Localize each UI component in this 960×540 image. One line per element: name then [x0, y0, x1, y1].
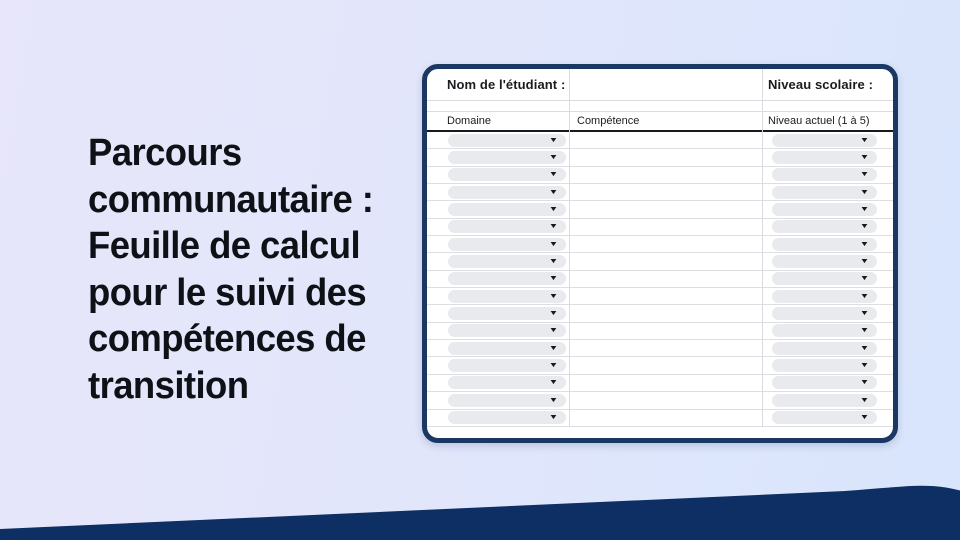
page-title-line: communautaire : [88, 178, 374, 221]
spreadsheet [427, 69, 893, 438]
domaine-select[interactable] [448, 186, 566, 199]
dropdown-arrow-icon: ▼ [859, 344, 870, 352]
domaine-select[interactable] [448, 220, 566, 233]
niveau-cell [762, 324, 893, 337]
table-row [427, 132, 893, 149]
domaine-cell [427, 168, 569, 181]
dropdown-arrow-icon: ▼ [548, 240, 559, 248]
niveau-select[interactable] [772, 203, 877, 216]
niveau-cell [762, 307, 893, 320]
niveau-select[interactable] [772, 342, 877, 355]
niveau-cell [762, 272, 893, 285]
domaine-cell [427, 359, 569, 372]
domaine-cell [427, 238, 569, 251]
domaine-cell [427, 186, 569, 199]
dropdown-arrow-icon: ▼ [548, 379, 559, 387]
dropdown-arrow-icon: ▼ [859, 292, 870, 300]
domaine-select[interactable] [448, 411, 566, 424]
student-name-label: Nom de l'étudiant : [447, 77, 566, 92]
niveau-select[interactable] [772, 168, 877, 181]
dropdown-arrow-icon: ▼ [859, 240, 870, 248]
domaine-cell [427, 411, 569, 424]
domaine-select[interactable] [448, 203, 566, 216]
niveau-cell [762, 290, 893, 303]
table-row [427, 149, 893, 166]
niveau-cell [762, 411, 893, 424]
niveau-select[interactable] [772, 359, 877, 372]
dropdown-arrow-icon: ▼ [548, 136, 559, 144]
dropdown-arrow-icon: ▼ [548, 258, 559, 266]
dropdown-arrow-icon: ▼ [548, 275, 559, 283]
domaine-cell [427, 134, 569, 147]
dropdown-arrow-icon: ▼ [859, 396, 870, 404]
niveau-select[interactable] [772, 324, 877, 337]
dropdown-arrow-icon: ▼ [548, 171, 559, 179]
table-row [427, 201, 893, 218]
domaine-cell [427, 255, 569, 268]
niveau-select[interactable] [772, 376, 877, 389]
table-row [427, 253, 893, 270]
domaine-select[interactable] [448, 359, 566, 372]
niveau-cell [762, 220, 893, 233]
domaine-cell [427, 290, 569, 303]
niveau-cell [762, 255, 893, 268]
dropdown-arrow-icon: ▼ [548, 292, 559, 300]
dropdown-arrow-icon: ▼ [548, 327, 559, 335]
domaine-cell [427, 272, 569, 285]
niveau-cell [762, 342, 893, 355]
niveau-cell [762, 376, 893, 389]
grade-level-label: Niveau scolaire : [768, 77, 874, 92]
dropdown-arrow-icon: ▼ [859, 362, 870, 370]
domaine-select[interactable] [448, 290, 566, 303]
niveau-select[interactable] [772, 134, 877, 147]
page-title-line: pour le suivi des [88, 271, 367, 314]
table-row [427, 392, 893, 409]
dropdown-arrow-icon: ▼ [859, 327, 870, 335]
table-row [427, 219, 893, 236]
niveau-cell [762, 203, 893, 216]
niveau-select[interactable] [772, 290, 877, 303]
table-row [427, 184, 893, 201]
table-row [427, 323, 893, 340]
worksheet-card [422, 64, 898, 443]
dropdown-arrow-icon: ▼ [859, 258, 870, 266]
niveau-cell [762, 186, 893, 199]
dropdown-arrow-icon: ▼ [859, 154, 870, 162]
niveau-select[interactable] [772, 394, 877, 407]
domaine-cell [427, 342, 569, 355]
domaine-cell [427, 394, 569, 407]
dropdown-arrow-icon: ▼ [548, 396, 559, 404]
dropdown-arrow-icon: ▼ [548, 414, 559, 422]
dropdown-arrow-icon: ▼ [859, 275, 870, 283]
niveau-cell [762, 168, 893, 181]
table-row [427, 288, 893, 305]
dropdown-arrow-icon: ▼ [859, 206, 870, 214]
domaine-select[interactable] [448, 168, 566, 181]
dropdown-arrow-icon: ▼ [859, 171, 870, 179]
dropdown-arrow-icon: ▼ [859, 414, 870, 422]
domaine-select[interactable] [448, 307, 566, 320]
column-divider [762, 69, 763, 427]
dropdown-arrow-icon: ▼ [548, 223, 559, 231]
dropdown-arrow-icon: ▼ [548, 188, 559, 196]
table-row [427, 375, 893, 392]
column-header-niveau: Niveau actuel (1 à 5) [768, 115, 870, 127]
table-row [427, 410, 893, 427]
page-title-line: Parcours [88, 132, 242, 174]
domaine-select[interactable] [448, 238, 566, 251]
niveau-cell [762, 134, 893, 147]
page-title [88, 130, 373, 409]
column-header-competence: Compétence [577, 115, 640, 127]
niveau-select[interactable] [772, 255, 877, 268]
niveau-select[interactable] [772, 151, 877, 164]
domaine-select[interactable] [448, 255, 566, 268]
niveau-select[interactable] [772, 186, 877, 199]
niveau-select[interactable] [772, 411, 877, 424]
column-header-row [427, 112, 893, 132]
table-row [427, 167, 893, 184]
dropdown-arrow-icon: ▼ [859, 223, 870, 231]
niveau-select[interactable] [772, 220, 877, 233]
spacer-row [427, 101, 893, 112]
domaine-cell [427, 220, 569, 233]
domaine-cell [427, 324, 569, 337]
column-header-domaine: Domaine [447, 115, 492, 127]
dropdown-arrow-icon: ▼ [548, 206, 559, 214]
domaine-cell [427, 151, 569, 164]
domaine-select[interactable] [448, 324, 566, 337]
niveau-select[interactable] [772, 272, 877, 285]
table-row [427, 305, 893, 322]
table-row [427, 271, 893, 288]
domaine-select[interactable] [448, 394, 566, 407]
domaine-select[interactable] [448, 342, 566, 355]
dropdown-arrow-icon: ▼ [859, 188, 870, 196]
dropdown-arrow-icon: ▼ [859, 310, 870, 318]
table-row [427, 236, 893, 253]
page-title-line: compétences de [88, 318, 366, 360]
page-title-line: transition [88, 364, 249, 407]
dropdown-arrow-icon: ▼ [859, 379, 870, 387]
domaine-cell [427, 203, 569, 216]
dropdown-arrow-icon: ▼ [548, 344, 559, 352]
niveau-cell [762, 238, 893, 251]
niveau-cell [762, 151, 893, 164]
student-header-row [427, 69, 893, 101]
table-row [427, 340, 893, 357]
domaine-select[interactable] [448, 151, 566, 164]
dropdown-arrow-icon: ▼ [548, 362, 559, 370]
dropdown-arrow-icon: ▼ [859, 136, 870, 144]
column-divider [569, 69, 570, 427]
dropdown-arrow-icon: ▼ [548, 310, 559, 318]
dropdown-arrow-icon: ▼ [548, 154, 559, 162]
page-title-line: Feuille de calcul [88, 225, 361, 267]
domaine-select[interactable] [448, 376, 566, 389]
table-row [427, 357, 893, 374]
niveau-cell [762, 394, 893, 407]
domaine-select[interactable] [448, 272, 566, 285]
niveau-select[interactable] [772, 238, 877, 251]
niveau-cell [762, 359, 893, 372]
domaine-cell [427, 307, 569, 320]
domaine-cell [427, 376, 569, 389]
domaine-select[interactable] [448, 134, 566, 147]
niveau-select[interactable] [772, 307, 877, 320]
